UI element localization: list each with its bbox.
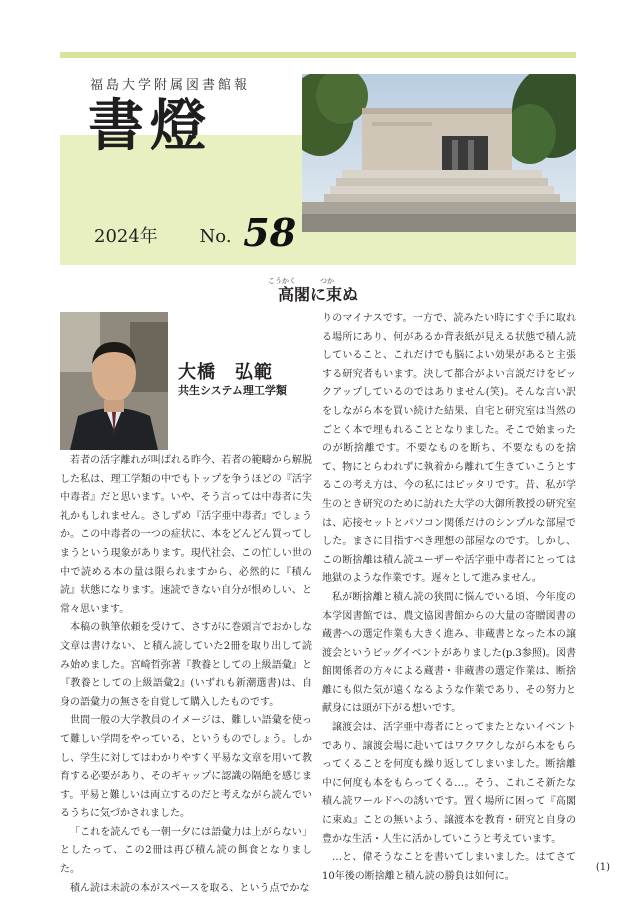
library-building-photo — [302, 74, 576, 232]
article-body-left-column — [60, 452, 312, 898]
article-body-right-column — [322, 310, 576, 886]
page-number: (1) — [595, 862, 610, 873]
paragraph: 「これを読んでも一朝一夕には語彙力は上がらない」としたって、この2冊は再び積ん読の餌食となりました。 — [60, 826, 312, 876]
issue-number: 58 — [243, 210, 297, 255]
paragraph: 世間一般の大学教員のイメージは、難しい語彙を使って難しい学問をやっている、というものでしょう。しかし、学生に対してはわかりやすく平易な文章を用いて教育する必要があり、そのギャップに認識の隔絶を感じます。平易と難しいは両立するのだと考えながら読んでいるうちに気づかされました。 — [60, 715, 312, 820]
author-affiliation: 共生システム理工学類 — [178, 384, 287, 397]
paragraph: 積ん読は未読の本がスペースを取る、という点でかな — [70, 882, 310, 894]
paragraph: 若者の活字離れが叫ばれる昨今、若者の範疇から解脱した私は、理工学類の中でもトップを争うほどの『活字中毒者』だと思います。いや、そう言っては中毒者に失礼かもしれません。さしずめ『活字亜中毒者』でしょうか。この中毒者の一つの症状に、本をどんどん買ってしまうという現象があります。現代社会、この忙しい世の中で読める本の量は限られますから、必然的に『積ん読』状態になります。速読できない自分が恨めしい、と常々思います。 — [60, 455, 312, 615]
title-ruby-tsuka: つか — [320, 277, 334, 285]
top-accent-bar — [60, 52, 576, 58]
paragraph: りのマイナスです。一方で、読みたい時にすぐ手に取れる場所にあり、何があるか背表紙が見える状態で積ん読していること、これだけでも脳によい効果があると主張する研究者もいます。決して都合がよい言説だけをピックアップしているのではありません(笑)。そんな言い訳をしながら本を買い続けた結果、自宅と研究室は当然のごとく本で埋もれることとなりました。そこで始まったのが断捨離です。不要なものを断ち、不要なものを捨て、物にとらわれずに執着から離れて生きていこうとするこの考え方は、今の私にはピッタリです。昔、私が学生のとき研究のために訪れた大学の大御所教授の研究室は、応接セットとパソコン関係だけのシンプルな部屋でした。まさに目指すべき理想の部屋なのです。しかし、この断捨離は積ん読ユーザーや活字亜中毒者にとっては地獄のような作業です。遅々として進みません。 — [322, 313, 576, 585]
paragraph: 本稿の執筆依頼を受けて、さすがに巻頭言でおかしな文章は書けない、と積ん読していた2冊を取り出して読み始めました。宮崎哲弥著『教養としての上級語彙』と『教養としての上級語彙2』(いずれも新潮選書)は、自身の語彙力の無さを自覚して購入したものです。 — [60, 622, 312, 708]
paragraph: …と、偉そうなことを書いてしまいました。はてさて10年後の断捨離と積ん読の勝負は如何に。 — [322, 852, 576, 882]
title-ruby-koukaku: こうかく — [268, 277, 296, 285]
issue-year: 2024年 — [94, 226, 158, 247]
issue-info — [94, 206, 297, 255]
paragraph: 私が断捨離と積ん読の狭間に悩んでいる頃、今年度の本学図書館では、農文協図書館からの大量の寄贈図書の蔵書への選定作業も大きく進み、非蔵書となった本の譲渡会というビッグイベントがありました(p.3参照)。図書館関係者の方々による蔵書・非蔵書の選定作業は、断捨離にも似た気が遠くなるような作業であり、その努力と献身には頭が下がる想いです。 — [322, 591, 576, 715]
issue-no-label: No. — [199, 226, 232, 247]
bulletin-logo: 書燈 — [88, 93, 212, 159]
author-name: 大橋 弘範 — [178, 362, 273, 383]
author-portrait — [60, 312, 168, 450]
paragraph: 譲渡会は、活字亜中毒者にとってまたとないイベントであり、譲渡会場に赴いてはワクワクしながら本をもらってくることを何度も繰り返してしまいました。断捨離中に何度も本をもらってくる…。そう、これこそ新たな積ん読ワールドへの誘いです。置く場所に困って『高閣に束ぬ』ことの無いよう、譲渡本を教育・研究と自身の豊かな生活・人生に活かしていこうと考えています。 — [322, 722, 576, 845]
article-title: 高閣に束ぬ — [277, 285, 358, 304]
university-library-name: 福島大学附属図書館報 — [90, 78, 251, 93]
